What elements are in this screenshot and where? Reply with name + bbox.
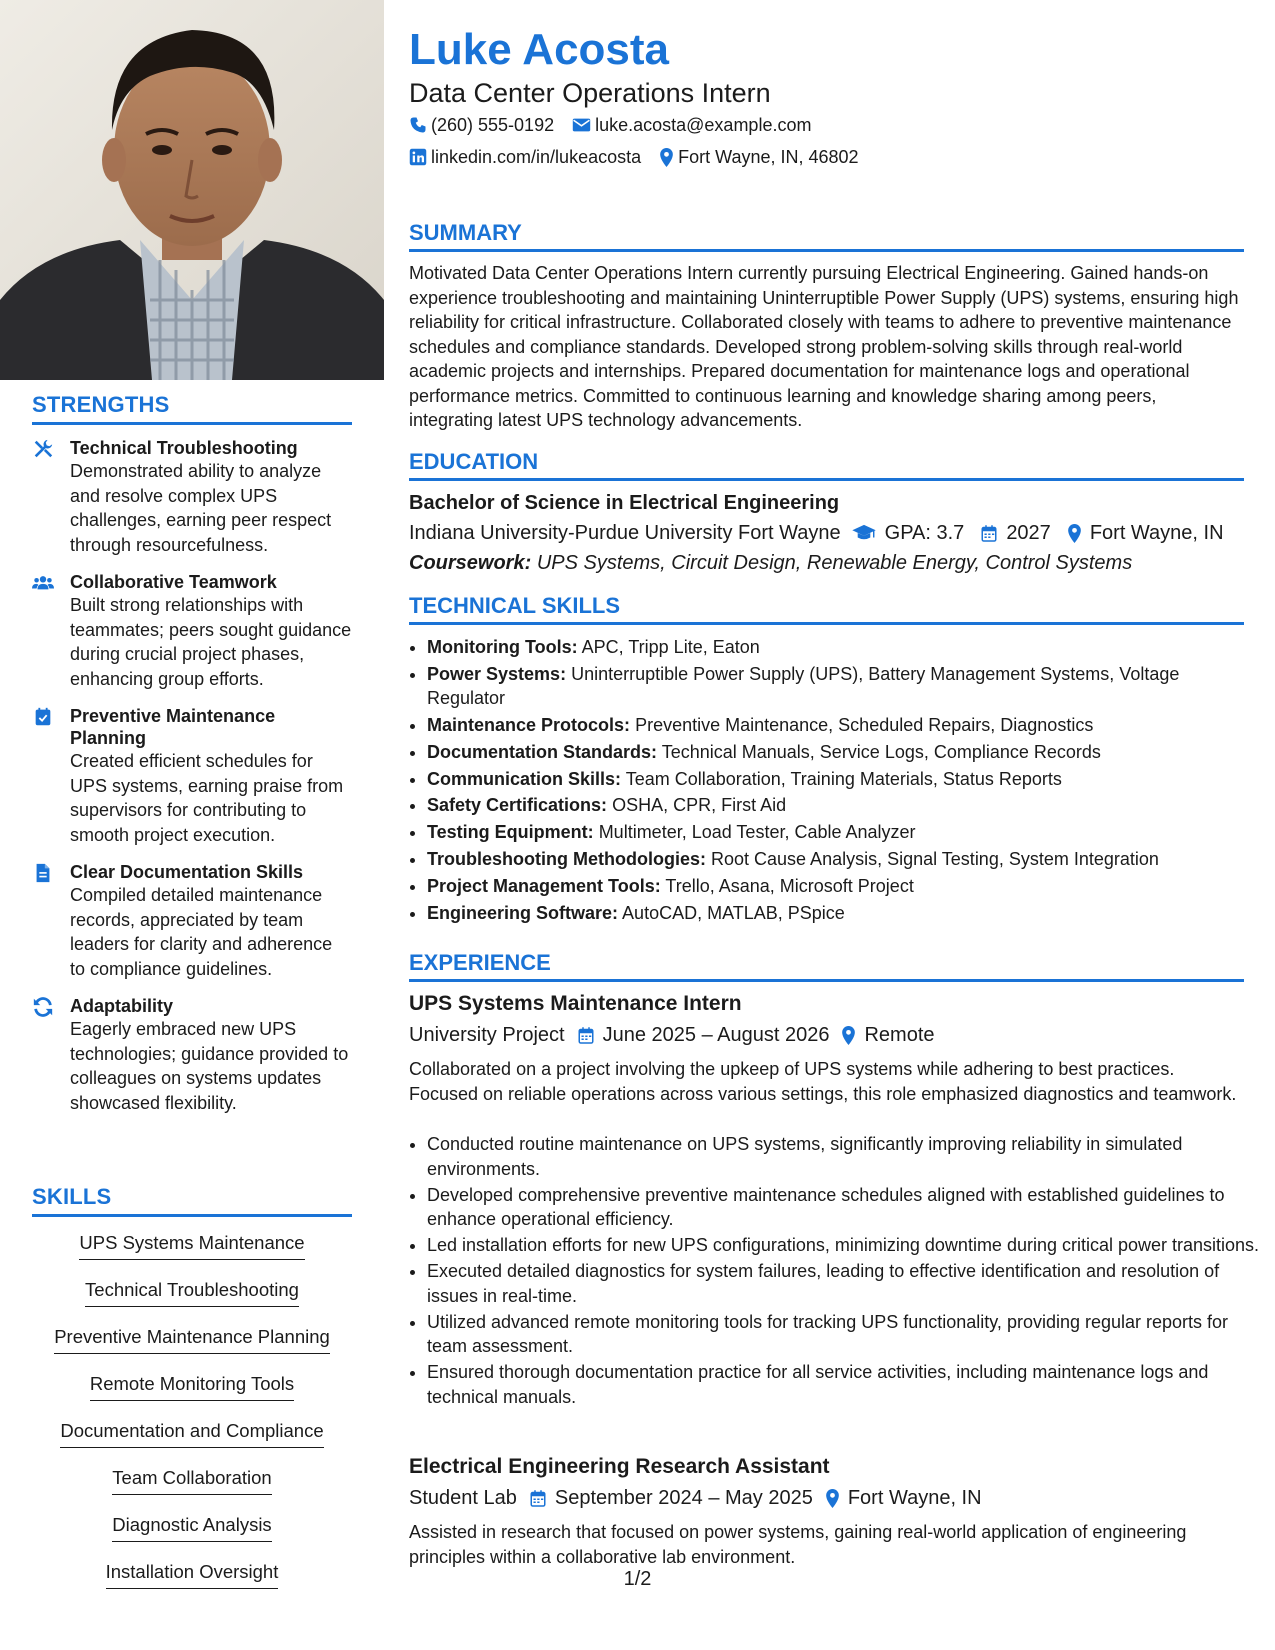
job-meta: [409, 1021, 935, 1049]
degree-title: Bachelor of Science in Electrical Engineering: [409, 492, 840, 514]
strength-title: Preventive Maintenance Planning: [70, 706, 276, 748]
skill-tag: UPS Systems Maintenance: [79, 1231, 304, 1260]
tech-skill-item: [427, 847, 1262, 872]
linkedin-icon: [409, 148, 427, 166]
job-location: Remote: [864, 1024, 935, 1046]
coursework-label: Coursework:: [409, 552, 532, 574]
tech-skill-label: Troubleshooting Methodologies:: [427, 849, 706, 870]
job-title: Electrical Engineering Research Assistant: [409, 1455, 830, 1478]
technical-skills-list: [409, 635, 1262, 927]
contact-row-1: [409, 113, 829, 137]
phone-item: [409, 113, 554, 137]
calendar-icon: [529, 1489, 547, 1508]
tech-skill-label: Engineering Software:: [427, 902, 619, 923]
tech-skill-label: Project Management Tools:: [427, 875, 661, 896]
map-pin-icon: [659, 148, 674, 167]
strength-item: [32, 437, 352, 557]
strength-desc: Eagerly embraced new UPS technologies; guidance provided to colleagues on systems updates showcased flexibility.: [70, 1019, 349, 1113]
strength-item: [32, 861, 352, 981]
skill-tag: Documentation and Compliance: [60, 1419, 323, 1448]
strength-title: Collaborative Teamwork: [70, 572, 277, 592]
job-title: UPS Systems Maintenance Intern: [409, 992, 742, 1015]
gpa-item: [851, 519, 965, 547]
tech-skill-item: [427, 767, 1262, 792]
skill-tag: Preventive Maintenance Planning: [54, 1325, 330, 1354]
tech-skill-label: Documentation Standards:: [427, 741, 658, 762]
skills-list: [32, 1231, 352, 1607]
document-icon: [32, 862, 54, 884]
job-meta: [409, 1484, 982, 1512]
school-name: Indiana University-Purdue University Fort Wayne: [409, 522, 841, 544]
education-heading: EDUCATION: [409, 449, 1244, 481]
job-description: Assisted in research that focused on power systems, gaining real-world application of engineering principles within a collaborative lab environment.: [409, 1522, 1187, 1567]
location-text: Fort Wayne, IN, 46802: [678, 147, 859, 167]
calendar-icon: [577, 1026, 595, 1045]
tech-skill-value: Uninterruptible Power Supply (UPS), Battery Management Systems, Voltage Regulator: [427, 663, 1180, 709]
job-dates: June 2025 – August 2026: [602, 1024, 830, 1046]
strength-title: Technical Troubleshooting: [70, 438, 298, 458]
grad-year: 2027: [1006, 522, 1051, 544]
strength-item: [32, 571, 352, 691]
tech-skill-value: APC, Tripp Lite, Eaton: [581, 637, 760, 657]
calendar-check-icon: [32, 706, 54, 728]
candidate-role: Data Center Operations Intern: [409, 78, 771, 108]
summary-heading: SUMMARY: [409, 220, 1244, 252]
tech-skill-value: AutoCAD, MATLAB, PSpice: [622, 902, 845, 923]
tech-skill-value: Multimeter, Load Tester, Cable Analyzer: [598, 822, 916, 843]
tech-skill-value: Root Cause Analysis, Signal Testing, System Integration: [711, 849, 1159, 870]
job-bullet: • Developed comprehensive preventive maintenance schedules aligned with established guidelines to enhance operational efficiency.: [427, 1183, 1262, 1232]
phone-icon: [409, 116, 427, 134]
job-org: Student Lab: [409, 1487, 517, 1509]
experience-heading: EXPERIENCE: [409, 950, 1244, 982]
tech-skill-label: Safety Certifications:: [427, 795, 608, 816]
skill-tag: Technical Troubleshooting: [85, 1278, 299, 1307]
education-details: [409, 519, 1224, 547]
email-link[interactable]: luke.acosta@example.com: [595, 115, 812, 135]
job-location: Fort Wayne, IN: [847, 1487, 982, 1509]
skills-heading: SKILLS: [32, 1184, 352, 1217]
linkedin-link[interactable]: linkedin.com/in/lukeacosta: [431, 147, 642, 167]
map-pin-icon: [825, 1489, 840, 1508]
map-pin-icon: [1067, 524, 1082, 543]
tech-skill-item: [427, 713, 1262, 738]
skills-section: [32, 1184, 352, 1607]
year-item: [980, 519, 1051, 547]
contact-row-2: [409, 145, 877, 169]
tech-skill-label: Power Systems:: [427, 663, 567, 684]
job-dates-item: [577, 1021, 830, 1049]
candidate-name: Luke Acosta: [409, 25, 670, 74]
tech-skill-label: Communication Skills:: [427, 768, 622, 789]
strength-desc: Built strong relationships with teammates; peers sought guidance during crucial project phases, enhancing group efforts.: [70, 595, 352, 689]
school-location-item: [1067, 519, 1224, 547]
phone-number: (260) 555-0192: [431, 115, 555, 135]
skill-tag: Team Collaboration: [112, 1466, 271, 1495]
job-bullets: [409, 1132, 1262, 1411]
tech-skill-item: [427, 820, 1262, 845]
summary-text: Motivated Data Center Operations Intern currently pursuing Electrical Engineering. Gained hands-on experience troubleshooting and maintaining Uninterruptible Power Supply (UPS) systems, ensuring high reliability for critical infrastructure. Collaborated closely with teams to adhere to preventive maintenance schedules and compliance standards. Developed strong problem-solving skills through real-world academic projects and internships. Prepared documentation for maintenance logs and operational performance metrics. Committed to continuous learning and knowledge sharing among peers, integrating latest UPS technology advancements.: [409, 263, 1239, 430]
job-bullet: • Conducted routine maintenance on UPS systems, significantly improving reliability in simulated environments.: [427, 1132, 1262, 1181]
tech-skill-value: Team Collaboration, Training Materials, Status Reports: [625, 768, 1062, 789]
strength-item: [32, 705, 352, 847]
sync-icon: [32, 996, 54, 1018]
tech-skill-value: Technical Manuals, Service Logs, Compliance Records: [661, 741, 1101, 762]
page-number: 1/2: [623, 1568, 652, 1590]
tech-skill-value: Preventive Maintenance, Scheduled Repairs, Diagnostics: [635, 715, 1094, 736]
profile-photo: [0, 0, 384, 380]
strength-desc: Demonstrated ability to analyze and resolve complex UPS challenges, earning peer respect through resourcefulness.: [70, 461, 332, 555]
skill-tag: Diagnostic Analysis: [112, 1513, 271, 1542]
envelope-icon: [572, 117, 591, 133]
location-item: [659, 145, 858, 169]
users-icon: [32, 572, 54, 594]
tech-skill-label: Monitoring Tools:: [427, 637, 578, 657]
skill-tag: Remote Monitoring Tools: [90, 1372, 294, 1401]
gpa-text: GPA: 3.7: [884, 522, 965, 544]
skill-tag: Installation Oversight: [106, 1560, 279, 1589]
coursework-line: [409, 549, 1132, 577]
left-column: [0, 0, 384, 1650]
graduation-cap-icon: [851, 524, 877, 542]
job-bullet: • Executed detailed diagnostics for system failures, leading to effective identification and resolution of issues in real-time.: [427, 1259, 1262, 1308]
strength-item: [32, 995, 352, 1115]
job-dates-item: [529, 1484, 813, 1512]
job-location-item: [841, 1021, 934, 1049]
job-bullet: • Led installation efforts for new UPS configurations, minimizing downtime during critical power transitions.: [427, 1233, 1262, 1258]
strength-title: Clear Documentation Skills: [70, 862, 304, 882]
tech-skill-item: [427, 874, 1262, 899]
strength-desc: Created efficient schedules for UPS systems, earning praise from supervisors for contributing to smooth project execution.: [70, 751, 344, 845]
technical-skills-heading: TECHNICAL SKILLS: [409, 593, 1244, 625]
linkedin-item[interactable]: [409, 145, 641, 169]
strength-title: Adaptability: [70, 996, 174, 1016]
strengths-heading: STRENGTHS: [32, 392, 352, 425]
tech-skill-item: [427, 901, 1262, 926]
tech-skill-value: Trello, Asana, Microsoft Project: [665, 875, 914, 896]
tech-skill-item: [427, 793, 1262, 818]
job-location-item: [825, 1484, 982, 1512]
coursework-list: UPS Systems, Circuit Design, Renewable Energy, Control Systems: [536, 552, 1133, 574]
tech-skill-item: [427, 635, 1262, 660]
calendar-icon: [980, 524, 998, 543]
school-location: Fort Wayne, IN: [1089, 522, 1224, 544]
job-bullet: • Utilized advanced remote monitoring tools for tracking UPS functionality, providing regular reports for team assessment.: [427, 1310, 1262, 1359]
job-dates: September 2024 – May 2025: [554, 1487, 813, 1509]
tech-skill-label: Testing Equipment:: [427, 822, 594, 843]
tech-skill-label: Maintenance Protocols:: [427, 715, 631, 736]
job-description: Collaborated on a project involving the upkeep of UPS systems while adhering to best practices. Focused on reliable operations across various settings, this role emphasized diagnostics and teamwork.: [409, 1059, 1237, 1104]
tech-skill-item: [427, 662, 1262, 711]
job-bullet: • Ensured thorough documentation practice for all service activities, including maintenance logs and technical manuals.: [427, 1360, 1262, 1409]
tech-skill-item: [427, 740, 1262, 765]
tech-skill-value: OSHA, CPR, First Aid: [612, 795, 787, 816]
email-item[interactable]: [572, 113, 811, 137]
strength-desc: Compiled detailed maintenance records, appreciated by team leaders for clarity and adherence to compliance guidelines.: [70, 885, 333, 979]
job-org: University Project: [409, 1024, 565, 1046]
tools-icon: [32, 438, 54, 460]
strengths-section: [32, 392, 352, 1115]
map-pin-icon: [841, 1026, 856, 1045]
